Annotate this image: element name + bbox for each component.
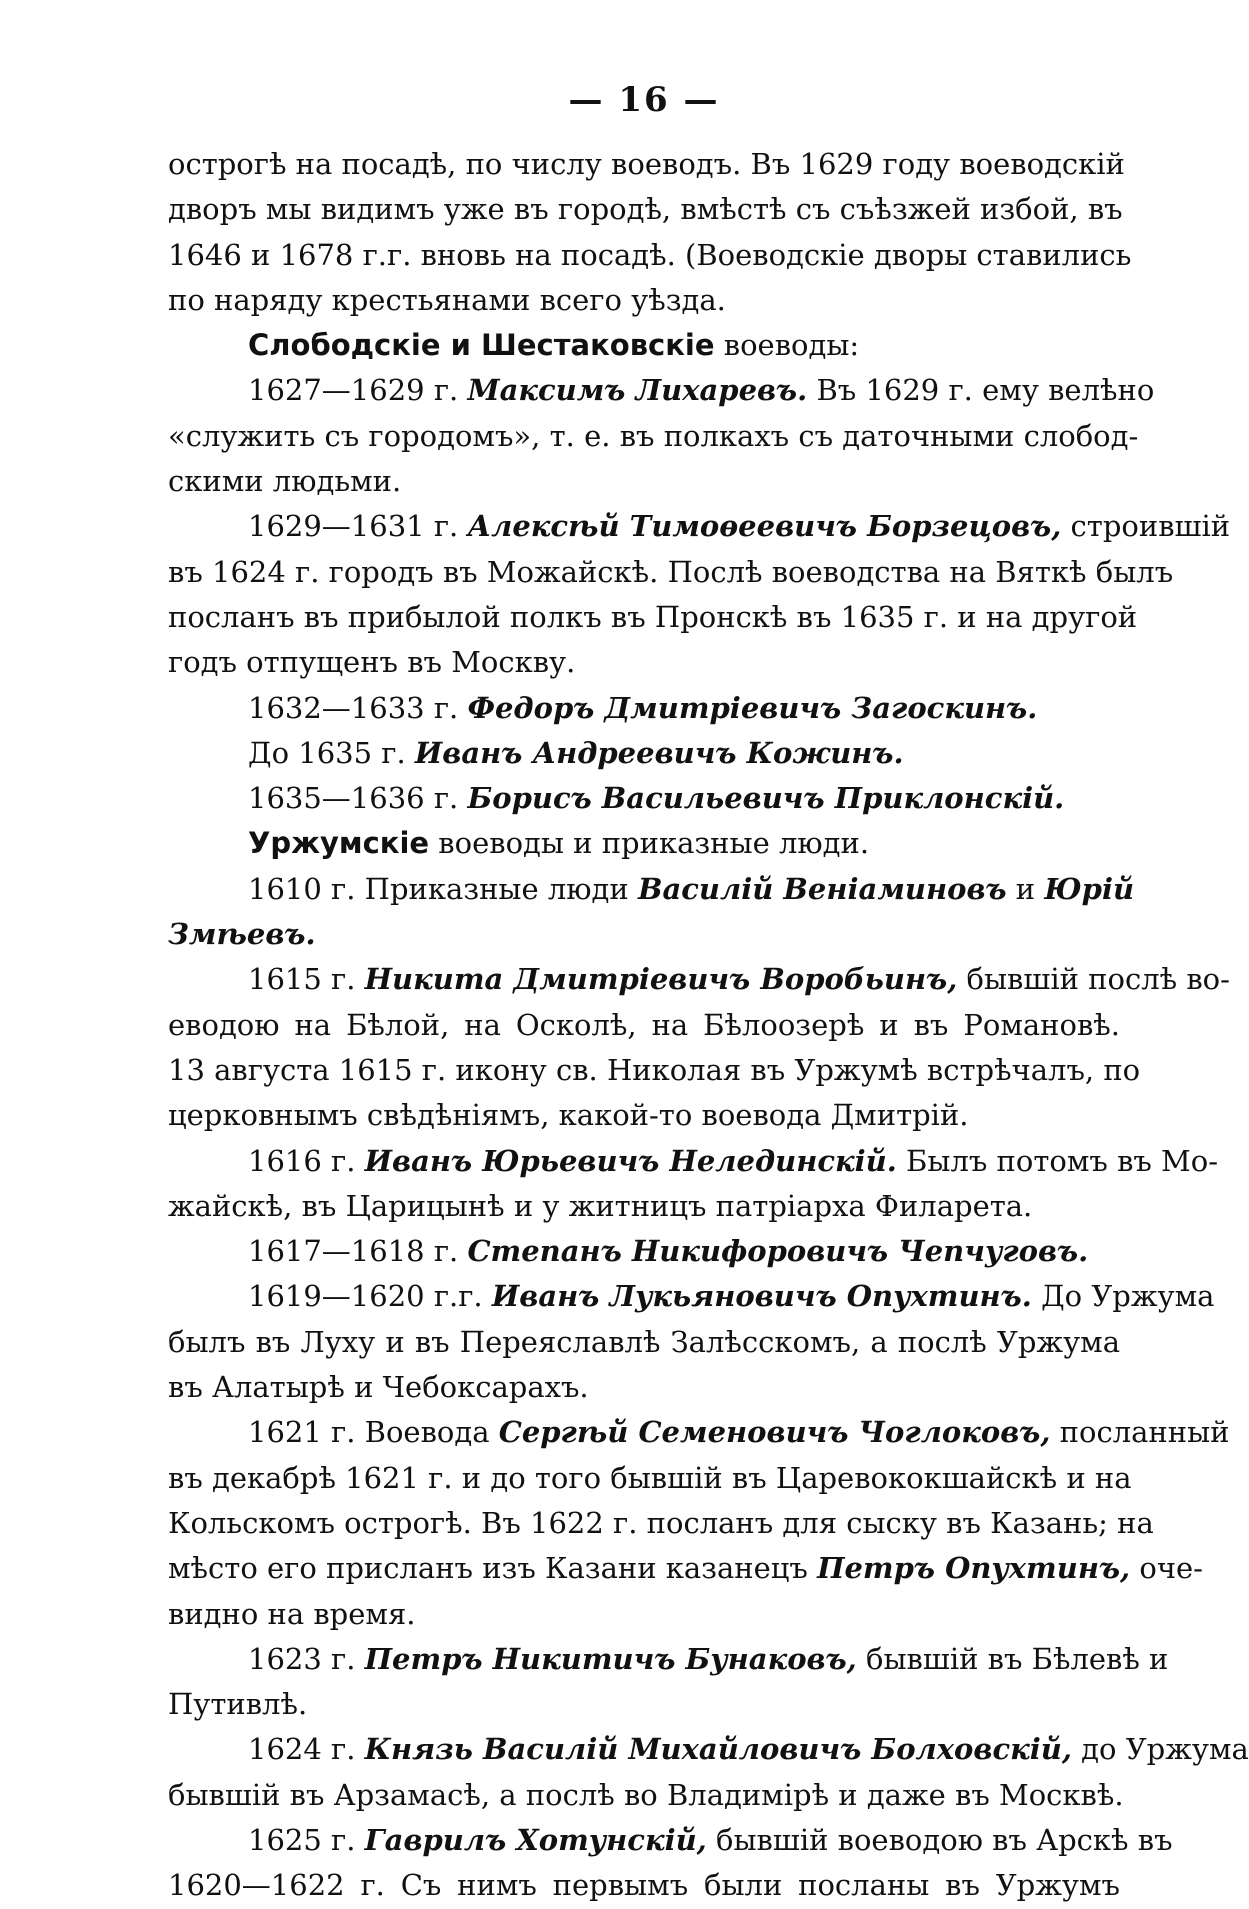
person-name: Иванъ Андреевичъ Кожинъ. bbox=[414, 735, 904, 770]
entry-text: бывшій послѣ во- bbox=[957, 962, 1230, 997]
entry-date: 1616 г. bbox=[248, 1143, 365, 1178]
text-line: бывшій въ Арзамасѣ, а послѣ во Владимірѣ и даже въ Москвѣ. bbox=[168, 1777, 1124, 1812]
text-line: еводою на Бѣлой, на Осколѣ, на Бѣлоозерѣ и въ Романовѣ. bbox=[168, 1007, 1120, 1042]
entry-date: 1617—1618 г. bbox=[248, 1234, 468, 1269]
person-name: Алексѣй Тимоѳеевичъ Борзецовъ, bbox=[467, 509, 1062, 544]
entry-text: Въ 1629 г. ему велѣно bbox=[807, 373, 1155, 408]
entry-date: 1629—1631 г. bbox=[248, 509, 468, 544]
document-page bbox=[168, 80, 1249, 1903]
person-name: Петръ Опухтинъ, bbox=[817, 1551, 1131, 1586]
text-line: Кольскомъ острогѣ. Въ 1622 г. посланъ для сыску въ Казань; на bbox=[168, 1505, 1154, 1540]
section-heading bbox=[168, 821, 1120, 866]
entry-text: и bbox=[1006, 871, 1045, 906]
text-line: Путивлѣ. bbox=[168, 1687, 308, 1722]
section-title-suffix: воеводы: bbox=[714, 328, 860, 363]
entry-line bbox=[168, 1410, 1230, 1455]
text-line: въ 1624 г. городъ въ Можайскѣ. Послѣ воеводства на Вяткѣ былъ bbox=[168, 554, 1174, 589]
text-line: видно на время. bbox=[168, 1596, 416, 1631]
section-heading bbox=[168, 323, 1120, 368]
entry-text: посланный bbox=[1050, 1415, 1230, 1450]
person-name: Степанъ Никифоровичъ Чепчуговъ. bbox=[467, 1234, 1089, 1269]
entry-date: 1610 г. bbox=[248, 871, 365, 906]
entry-line bbox=[168, 368, 1155, 413]
entry-line bbox=[168, 1637, 1169, 1682]
entry-date: До 1635 г. bbox=[248, 735, 415, 770]
person-name: Иванъ Лукьяновичъ Опухтинъ. bbox=[491, 1279, 1032, 1314]
entry-text: бывшій воеводою въ Арскѣ въ bbox=[706, 1822, 1173, 1857]
entry-text: строившій bbox=[1061, 509, 1231, 544]
section-title: Уржумскіе bbox=[248, 826, 430, 861]
section-title-suffix: воеводы и приказные люди. bbox=[429, 826, 870, 861]
text-line: 1646 и 1678 г.г. вновь на посадѣ. (Воеводскіе дворы ставились bbox=[168, 237, 1132, 272]
entry-line bbox=[168, 1229, 1120, 1274]
entry-text: Былъ потомъ въ Мо- bbox=[896, 1143, 1219, 1178]
entry-text: мѣсто его присланъ изъ Казани казанецъ bbox=[168, 1551, 818, 1586]
entry-date: 1623 г. bbox=[248, 1641, 365, 1676]
entry-line bbox=[168, 686, 1120, 731]
text-line: Змѣевъ. bbox=[168, 917, 316, 952]
page-number: — 16 — bbox=[568, 80, 720, 120]
person-name: Федоръ Дмитріевичъ Загоскинъ. bbox=[467, 690, 1038, 725]
entry-line bbox=[168, 731, 1120, 776]
entry-line bbox=[168, 1274, 1215, 1319]
text-line: въ Алатырѣ и Чебоксарахъ. bbox=[168, 1370, 589, 1405]
text-line: скими людьми. bbox=[168, 464, 402, 499]
entry-text: оче- bbox=[1130, 1551, 1203, 1586]
person-name: Василій Веніаминовъ bbox=[637, 871, 1007, 906]
entry-date: 1615 г. bbox=[248, 962, 365, 997]
person-name: Максимъ Лихаревъ. bbox=[467, 373, 808, 408]
entry-date: 1625 г. bbox=[248, 1822, 365, 1857]
person-name: Петръ Никитичъ Бунаковъ, bbox=[364, 1641, 857, 1676]
text-line: по наряду крестьянами всего уѣзда. bbox=[168, 282, 726, 317]
section-title: Слободскіе и Шестаковскіе bbox=[248, 328, 715, 363]
entry-date: 1621 г. Воевода bbox=[248, 1415, 499, 1450]
entry-date: 1627—1629 г. bbox=[248, 373, 468, 408]
entry-line bbox=[168, 1727, 1249, 1772]
text-line: дворъ мы видимъ уже въ городѣ, вмѣстѣ съ съѣзжей избой, въ bbox=[168, 192, 1123, 227]
entry-line bbox=[168, 957, 1230, 1002]
person-name: Сергѣй Семеновичъ Чоглоковъ, bbox=[498, 1415, 1051, 1450]
person-name: Борисъ Васильевичъ Приклонскій. bbox=[467, 781, 1065, 816]
entry-line bbox=[168, 1818, 1173, 1863]
person-name: Иванъ Юрьевичъ Нелединскій. bbox=[364, 1143, 897, 1178]
text-line bbox=[168, 1546, 1203, 1591]
person-name: Гаврилъ Хотунскій, bbox=[364, 1822, 707, 1857]
entry-text: бывшій въ Бѣлевѣ и bbox=[856, 1641, 1169, 1676]
entry-text: Приказные люди bbox=[364, 871, 638, 906]
text-line: годъ отпущенъ въ Москву. bbox=[168, 645, 576, 680]
text-line: 13 августа 1615 г. икону св. Николая въ Уржумѣ встрѣчалъ, по bbox=[168, 1052, 1141, 1087]
text-line: «служить съ городомъ», т. е. въ полкахъ съ даточными слобод- bbox=[168, 418, 1139, 453]
entry-line bbox=[168, 504, 1231, 549]
person-name: Юрій bbox=[1044, 871, 1135, 906]
entry-date: 1632—1633 г. bbox=[248, 690, 468, 725]
text-line: церковнымъ свѣдѣніямъ, какой-то воевода Дмитрій. bbox=[168, 1098, 969, 1133]
entry-date: 1619—1620 г.г. bbox=[248, 1279, 492, 1314]
person-name: Никита Дмитріевичъ Воробьинъ, bbox=[364, 962, 958, 997]
entry-text: до Уржума bbox=[1071, 1732, 1249, 1767]
text-line: въ декабрѣ 1621 г. и до того бывшій въ Царевококшайскѣ и на bbox=[168, 1460, 1132, 1495]
person-name: Князь Василій Михайловичъ Болховскій, bbox=[364, 1732, 1072, 1767]
text-line: острогѣ на посадѣ, по числу воеводъ. Въ 1629 году воеводскій bbox=[168, 147, 1125, 181]
text-line: посланъ въ прибылой полкъ въ Пронскѣ въ 1635 г. и на другой bbox=[168, 599, 1138, 634]
text-line: жайскѣ, въ Царицынѣ и у житницъ патріарха Филарета. bbox=[168, 1188, 1033, 1223]
entry-line bbox=[168, 1139, 1219, 1184]
entry-date: 1624 г. bbox=[248, 1732, 365, 1767]
entry-date: 1635—1636 г. bbox=[248, 781, 468, 816]
text-line: былъ въ Луху и въ Переяславлѣ Залѣсскомъ, а послѣ Уржума bbox=[168, 1324, 1120, 1359]
text-line: 1620—1622 г. Съ нимъ первымъ были посланы въ Уржумъ bbox=[168, 1868, 1120, 1903]
entry-line bbox=[168, 776, 1120, 821]
entry-text: До Уржума bbox=[1031, 1279, 1215, 1314]
entry-line bbox=[168, 867, 1135, 912]
